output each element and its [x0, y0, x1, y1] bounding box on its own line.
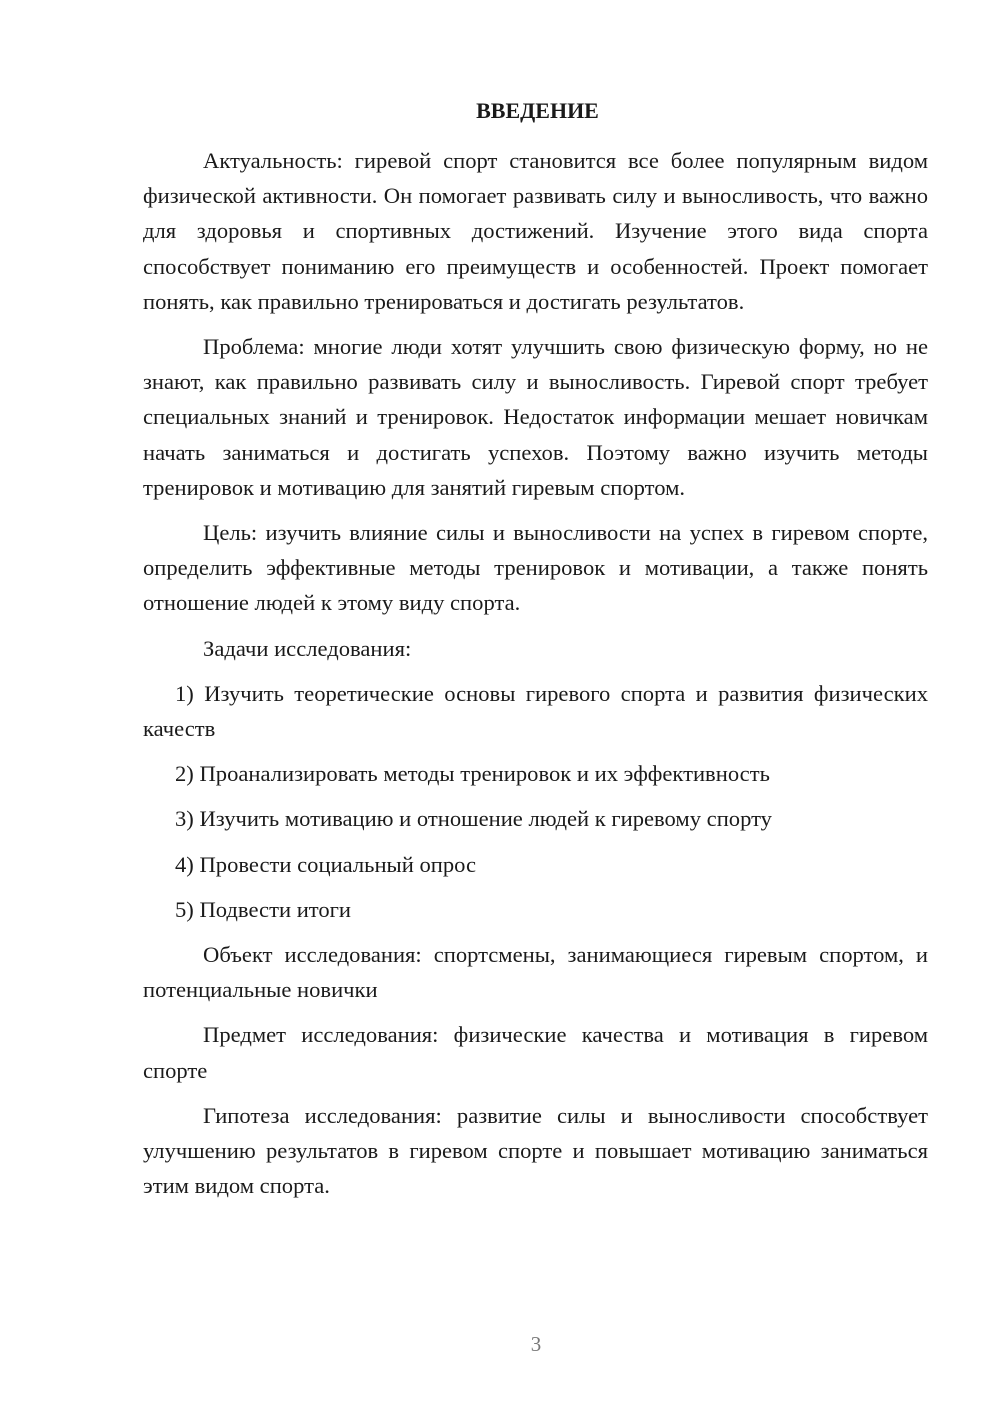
- paragraph-problem: Проблема: многие люди хотят улучшить свою физическую форму, но не знают, как правильно развивать силу и выносливость. Гиревой спорт требует специальных знаний и тренировок. Недостаток информации мешает новичкам начать заниматься и достигать успехов. Поэтому важно изучить методы тренировок и мотивацию для занятий гиревым спортом.: [143, 334, 928, 500]
- page-number: 3: [530, 1332, 542, 1356]
- task-item: 1) Изучить теоретические основы гиревого спорта и развития физических качеств: [143, 680, 928, 742]
- paragraph-subject: Предмет исследования: физические качества и мотивация в гиревом спорте: [143, 1022, 928, 1083]
- task-item: 2) Проанализировать методы тренировок и их эффективность: [175, 761, 770, 787]
- task-item: 4) Провести социальный опрос: [175, 851, 477, 877]
- paragraph-relevance: Актуальность: гиревой спорт становится все более популярным видом физической активности. Он помогает развивать силу и выносливость, что важно для здоровья и спортивных достижений. Изучение этого вида спорта способствует пониманию его преимуществ и особенностей. Проект помогает понять, как правильно тренироваться и достигать результатов.: [143, 148, 928, 314]
- task-item: 3) Изучить мотивацию и отношение людей к гиревому спорту: [175, 806, 772, 832]
- paragraph-goal: Цель: изучить влияние силы и выносливости на успех в гиревом спорте, определить эффективные методы тренировок и мотивации, а также понять отношение людей к этому виду спорта.: [143, 520, 928, 616]
- task-item: 5) Подвести итоги: [175, 896, 352, 922]
- section-title: ВВЕДЕНИЕ: [476, 98, 599, 123]
- document-body: [143, 96, 928, 1213]
- tasks-heading: Задачи исследования:: [203, 635, 412, 661]
- paragraph-hypothesis: Гипотеза исследования: развитие силы и выносливости способствует улучшению результатов в гиревом спорте и повышает мотивацию заниматься этим видом спорта.: [143, 1102, 928, 1199]
- paragraph-object: Объект исследования: спортсмены, занимающиеся гиревым спортом, и потенциальные новички: [143, 942, 928, 1003]
